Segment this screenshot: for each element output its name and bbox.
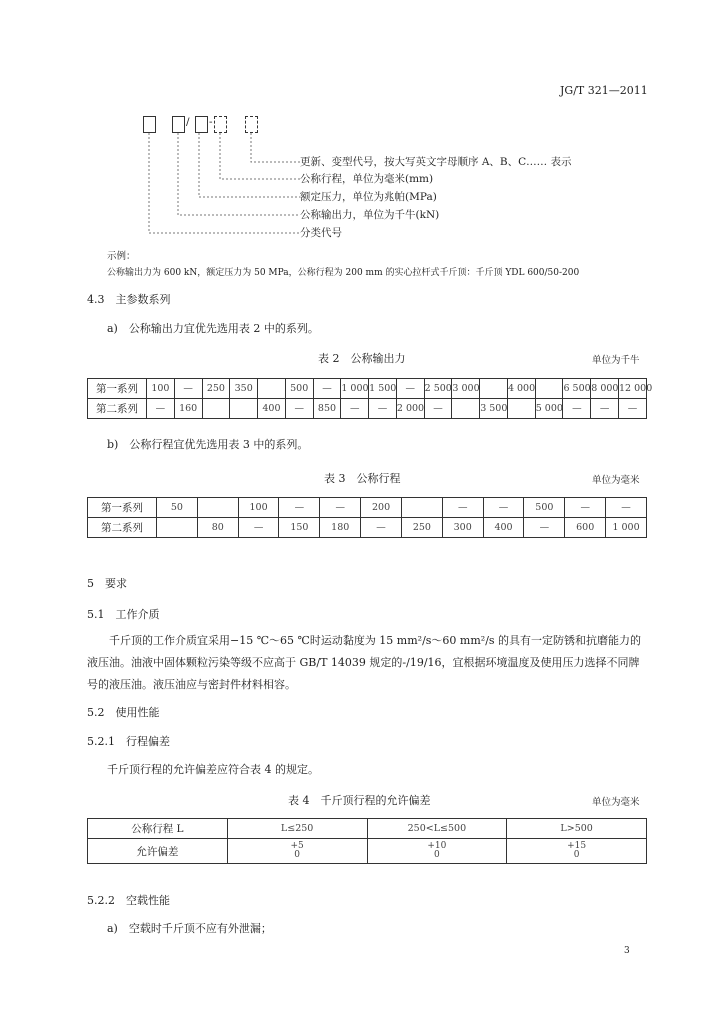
table-cell: — [313,379,341,399]
item-a-force: a) 公称输出力宜优先选用表 2 中的系列。 [107,322,319,335]
table-cell: — [285,399,313,419]
table-cell: 400 [258,399,286,419]
item-a-no-leak: a) 空载时千斤顶不应有外泄漏； [107,922,272,935]
header-cell: L≤250 [227,819,367,839]
table-cell: 500 [524,498,565,518]
table4-unit: 单位为毫米 [592,797,640,808]
tolerance-cell [227,839,367,864]
table-cell: 180 [320,518,361,538]
example-label: 示例： [107,251,136,262]
table-cell: — [619,399,647,419]
table-cell: — [606,498,647,518]
table-cell: 2 500 [424,379,452,399]
table-cell: 250 [401,518,442,538]
table-cell: — [147,399,175,419]
table-cell [197,498,238,518]
table-cell: 500 [285,379,313,399]
table-cell: — [361,518,402,538]
table-cell [230,399,258,419]
table-nominal-stroke [87,497,647,538]
table-row [88,839,647,864]
table-cell: 200 [361,498,402,518]
table-cell: 50 [157,498,198,518]
table-cell: 850 [313,399,341,419]
label-pressure: 额定压力，单位为兆帕(MPa) [300,191,437,203]
table-cell: 150 [279,518,320,538]
standard-number: JG/T 321—2011 [560,84,648,97]
table-row [88,379,647,399]
tolerance-upper: +10 [427,841,447,851]
table-cell: 12 000 [619,379,647,399]
table2-caption: 表 2 公称输出力 [318,352,406,365]
table2-unit: 单位为千牛 [592,355,640,366]
table-header-row [88,819,647,839]
row-label: 允许偏差 [88,839,228,864]
label-force: 公称输出力，单位为千牛(kN) [300,209,440,221]
table-cell: 1 000 [606,518,647,538]
table-cell: 80 [197,518,238,538]
table-cell: 400 [483,518,524,538]
table-cell: 1 000 [341,379,369,399]
table-cell: — [483,498,524,518]
label-variant: 更新、变型代号，按大写英文字母顺序 A、B、C…… 表示 [300,156,572,168]
table-cell [401,498,442,518]
table-cell: — [320,498,361,518]
section-5-2-1-title: 5.2.1 行程偏差 [87,735,170,748]
table-cell [157,518,198,538]
row-label: 第二系列 [88,518,157,538]
tolerance-cell [367,839,507,864]
table-cell: — [442,498,483,518]
section-5-2-2-title: 5.2.2 空载性能 [87,894,170,907]
table-cell: 160 [174,399,202,419]
table-cell: — [238,518,279,538]
table-cell: — [279,498,320,518]
table-cell: 5 000 [535,399,563,419]
table-cell: 3 000 [452,379,480,399]
table-cell: — [369,399,397,419]
table-cell: — [174,379,202,399]
table3-caption: 表 3 公称行程 [324,472,401,485]
section-5-2-1-text: 千斤顶行程的允许偏差应符合表 4 的规定。 [107,763,319,776]
label-stroke: 公称行程，单位为毫米(mm) [300,173,434,185]
header-cell: 公称行程 L [88,819,228,839]
page-number: 3 [624,946,630,956]
tolerance-upper: +5 [290,841,304,851]
table-cell: — [524,518,565,538]
table-cell: — [341,399,369,419]
table-cell: 6 500 [563,379,591,399]
example-text: 公称输出力为 600 kN，额定压力为 50 MPa，公称行程为 200 mm 的实心拉杆式千斤顶：千斤顶 YDL 600/50-200 [107,268,580,278]
table-stroke-tolerance [87,818,647,864]
table-cell: 2 000 [396,399,424,419]
table-cell: 300 [442,518,483,538]
tolerance-lower: 0 [573,850,580,860]
table-cell: — [591,399,619,419]
table-cell [452,399,480,419]
table-cell: 3 500 [480,399,508,419]
separator-dash: - [209,116,213,128]
section-5-title: 5 要求 [87,577,127,590]
table-cell: — [424,399,452,419]
section-5-1-text: 千斤顶的工作介质宜采用−15 ℃～65 ℃时运动黏度为 15 mm²/s～60 mm²/s 的具有一定防锈和抗磨能力的液压油。油液中固体颗粒污染等级不应高于 GB/T 14039 规定的-/19/16，宜根据环境温度及使用压力选择不同牌号的液压油。液压油应与密封件材料相容。 [87,634,642,691]
table-nominal-force [87,378,653,419]
table4-caption: 表 4 千斤顶行程的允许偏差 [288,794,431,807]
header-cell: L>500 [507,819,647,839]
table-cell [480,379,508,399]
table-cell [202,399,230,419]
table-cell: — [565,498,606,518]
table-row [88,498,647,518]
table-cell: — [563,399,591,419]
label-category: 分类代号 [300,227,342,239]
table-cell: — [396,379,424,399]
header-cell: 250<L≤500 [367,819,507,839]
table-cell [258,379,286,399]
table-cell: 100 [147,379,175,399]
table3-unit: 单位为毫米 [592,475,640,486]
table-cell: 4 000 [507,379,535,399]
table-cell: 350 [230,379,258,399]
section-5-1-title: 5.1 工作介质 [87,608,160,621]
table-row [88,399,647,419]
table-cell: 8 000 [591,379,619,399]
separator-slash: / [186,116,190,128]
tolerance-lower: 0 [434,850,440,860]
row-label: 第一系列 [88,379,147,399]
table-cell: 600 [565,518,606,538]
section-5-2-title: 5.2 使用性能 [87,706,160,719]
row-label: 第二系列 [88,399,147,419]
row-label: 第一系列 [88,498,157,518]
table-cell: 250 [202,379,230,399]
table-cell [535,379,563,399]
tolerance-upper: +15 [567,841,587,851]
item-b-stroke: b) 公称行程宜优先选用表 3 中的系列。 [107,438,309,451]
table-cell: 100 [238,498,279,518]
table-cell: 1 500 [369,379,397,399]
section-4-3-title: 4.3 主参数系列 [87,293,171,306]
table-row [88,518,647,538]
tolerance-lower: 0 [294,850,300,860]
table-cell [507,399,535,419]
tolerance-cell [507,839,647,864]
